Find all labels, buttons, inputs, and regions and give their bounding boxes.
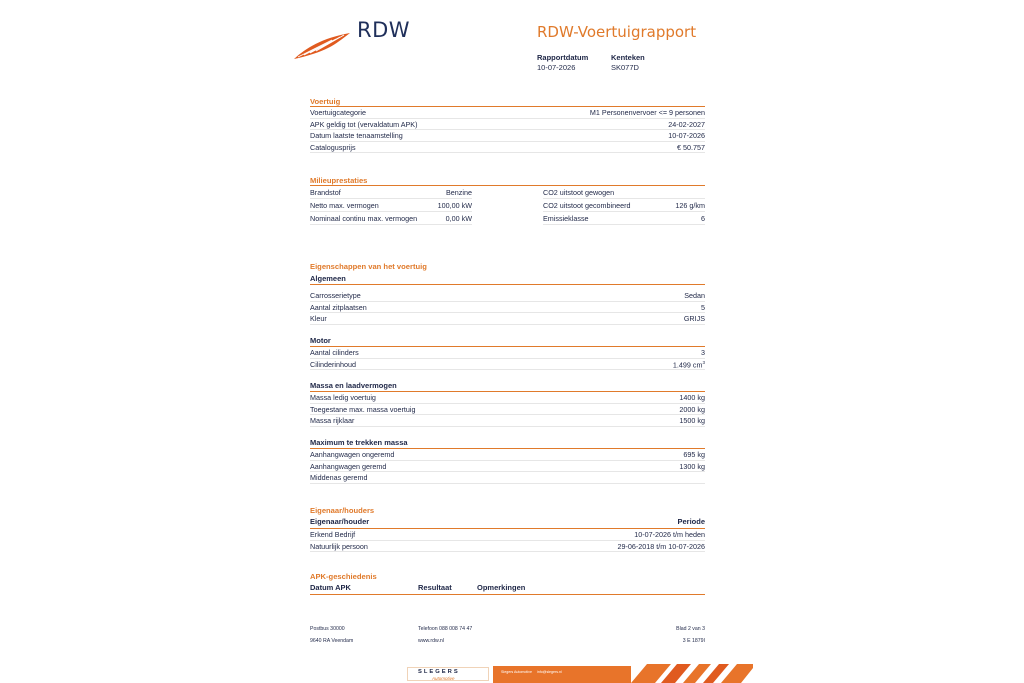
table-row	[310, 359, 705, 371]
report-date-label: Rapportdatum	[537, 53, 589, 62]
column-header-owner: Eigenaar/houder	[310, 517, 370, 526]
row-label: Nominaal continu max. vermogen	[310, 214, 418, 223]
row-value: 3	[701, 348, 705, 357]
table-row	[310, 461, 705, 473]
row-label: Emissieklasse	[543, 214, 589, 223]
superscript: 3	[702, 359, 705, 365]
footer-document-code: 3 E 1879I	[682, 638, 705, 644]
row-value: Sedan	[684, 291, 705, 300]
plate-label: Kenteken	[611, 53, 645, 62]
row-value: Benzine	[446, 188, 472, 197]
row-value: 1300 kg	[679, 461, 705, 471]
subsection-title-motor: Motor	[310, 336, 331, 345]
banner-text-line1: Slegers Automotive	[501, 670, 532, 674]
section-title-eigenschappen: Eigenschappen van het voertuig	[310, 262, 427, 271]
banner-stripes-graphic	[631, 664, 753, 683]
row-value	[673, 360, 705, 369]
row-label: Erkend Bedrijf	[310, 530, 356, 539]
row-value: M1 Personenvervoer <= 9 personen	[589, 108, 705, 117]
row-label: Massa rijklaar	[310, 416, 355, 425]
row-label: Kleur	[310, 314, 327, 323]
row-value: 29-06-2018 t/m 10-07-2026	[617, 541, 705, 551]
plate-number: SK077D	[611, 63, 639, 72]
table-row	[310, 472, 705, 484]
row-label: Voertuigcategorie	[310, 108, 366, 117]
row-label: CO2 uitstoot gecombineerd	[543, 201, 631, 210]
row-label: Aanhangwagen geremd	[310, 461, 387, 471]
report-date: 10-07-2026	[537, 63, 576, 72]
row-label: Catalogusprijs	[310, 142, 356, 152]
rdw-feather-logo-icon	[292, 30, 352, 62]
row-label: Aantal cilinders	[310, 348, 359, 357]
banner-brand-box	[407, 667, 489, 681]
report-title: RDW-Voertuigrapport	[537, 23, 697, 41]
table-row	[310, 449, 705, 461]
subsection-title-trekken: Maximum te trekken massa	[310, 438, 408, 447]
row-label: Toegestane max. massa voertuig	[310, 404, 416, 414]
table-row	[310, 415, 705, 427]
advertisement-banner[interactable]	[391, 664, 753, 683]
milieu-row	[310, 199, 472, 212]
row-label: Aanhangwagen ongeremd	[310, 450, 395, 459]
table-row	[310, 119, 705, 131]
table-row	[310, 290, 705, 302]
row-value: 695 kg	[683, 450, 705, 459]
table-row	[310, 142, 705, 154]
row-value: 0,00 kW	[445, 214, 472, 223]
section-title-apk: APK-geschiedenis	[310, 572, 377, 581]
footer-website: www.rdw.nl	[418, 638, 444, 644]
milieu-row	[310, 212, 472, 225]
section-divider	[310, 284, 705, 285]
row-label: Brandstof	[310, 188, 341, 197]
subsection-title-algemeen: Algemeen	[310, 274, 346, 283]
table-header	[310, 583, 705, 594]
row-label: Cilinderinhoud	[310, 359, 356, 369]
row-label: Datum laatste tenaamstelling	[310, 131, 403, 140]
milieu-row	[543, 186, 705, 199]
row-value: € 50.757	[677, 142, 705, 152]
table-row	[310, 541, 705, 553]
footer-phone: Telefoon 088 008 74 47	[418, 626, 473, 632]
table-row	[310, 404, 705, 416]
row-value: 6	[701, 214, 705, 223]
row-label: Aantal zitplaatsen	[310, 302, 367, 312]
row-label: Middenas geremd	[310, 473, 368, 482]
table-row	[310, 302, 705, 314]
row-value: GRIJS	[683, 314, 705, 323]
row-label: Netto max. vermogen	[310, 201, 379, 210]
brand-name: RDW	[357, 18, 411, 42]
row-label: CO2 uitstoot gewogen	[543, 188, 615, 197]
footer-page-number: Blad 2 van 3	[676, 626, 705, 632]
row-value: 10-07-2026	[668, 131, 705, 140]
table-row	[310, 313, 705, 325]
column-header-result: Resultaat	[418, 583, 452, 592]
row-value: 126 g/km	[675, 201, 705, 210]
milieu-row	[543, 199, 705, 212]
table-row	[310, 130, 705, 142]
table-row	[310, 392, 705, 404]
banner-info-block	[493, 666, 631, 683]
banner-tagline: Automotive	[432, 676, 455, 681]
value-text: 1.499 cm	[672, 359, 703, 369]
table-header	[310, 517, 705, 528]
table-row	[310, 529, 705, 541]
row-value: 5	[701, 302, 705, 312]
footer-address-line2: 9640 RA Veendam	[310, 638, 354, 644]
row-value: 10-07-2026 t/m heden	[634, 530, 705, 539]
milieu-row	[310, 186, 472, 199]
row-label: Natuurlijk persoon	[310, 541, 368, 551]
section-title-voertuig: Voertuig	[310, 97, 341, 106]
row-label: APK geldig tot (vervaldatum APK)	[310, 119, 418, 129]
footer-address-line1: Postbus 30000	[310, 626, 345, 632]
column-header-period: Periode	[677, 517, 705, 526]
section-title-milieu: Milieuprestaties	[310, 176, 368, 185]
row-value: 24-02-2027	[668, 119, 705, 129]
column-header-date: Datum APK	[310, 583, 351, 592]
row-value: 100,00 kW	[437, 201, 472, 210]
row-value: 2000 kg	[679, 404, 705, 414]
row-label: Massa ledig voertuig	[310, 393, 376, 402]
subsection-title-massa: Massa en laadvermogen	[310, 381, 397, 390]
section-title-eigenaar: Eigenaar/houders	[310, 506, 375, 515]
banner-brand-name: SLEGERS	[418, 669, 460, 675]
banner-text-line2: info@slegers.nl	[537, 670, 562, 674]
row-label: Carrosserietype	[310, 291, 361, 300]
milieu-row	[543, 212, 705, 225]
row-value: 1400 kg	[679, 393, 705, 402]
table-row	[310, 347, 705, 359]
table-row	[310, 107, 705, 119]
row-value: 1500 kg	[679, 416, 705, 425]
section-divider	[310, 594, 705, 595]
column-header-remarks: Opmerkingen	[477, 583, 526, 592]
